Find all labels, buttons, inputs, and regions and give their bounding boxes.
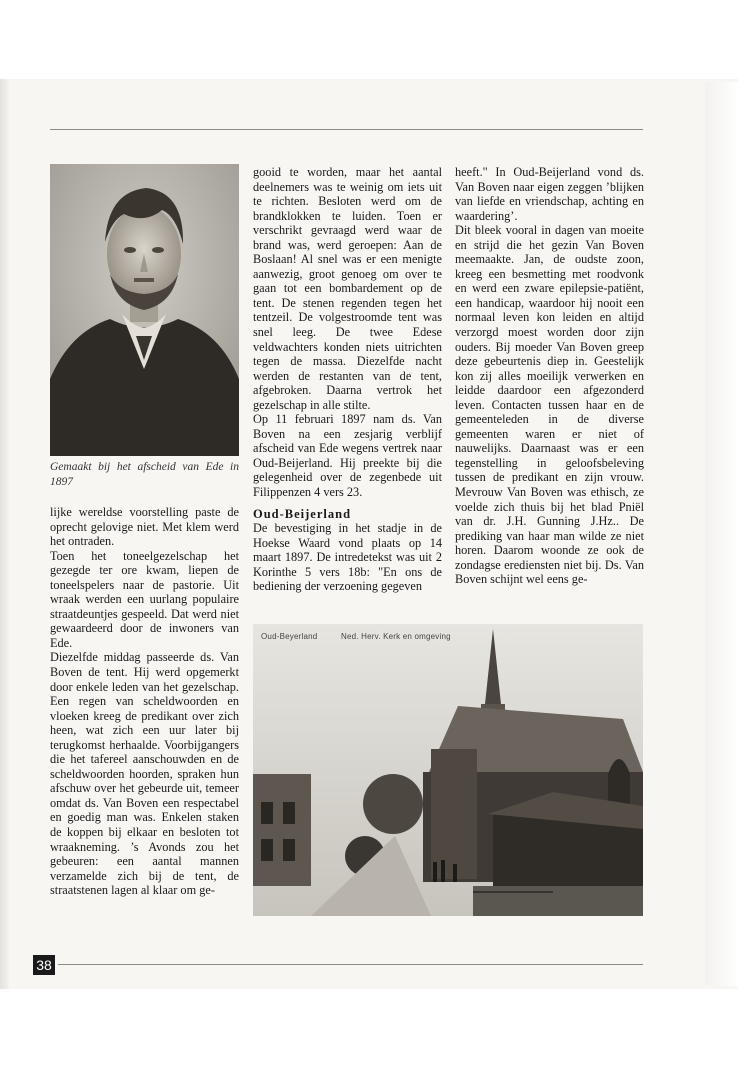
paragraph: Dit bleek vooral in dagen van moeite en strijd die het gezin Van Boven meemaakte. Jan, de oudste zoon, kreeg een besmetting met roodvonk en werd een zware epilepsie-patiënt, een handicap, waardoor hij nooit een normaal leven kon leiden en altijd verzorgd moest worden door zijn ouders. Bij moeder Van Boven greep deze gebeurtenis diep in. Geestelijk kon zij alles moeilijk verwerken en leidde daardoor een afgezonderd leven. Contacten tussen haar en de gemeenteleden in de diverse gemeenten waren er niet of nauwelijks. Daarnaast was er een tegenstelling in geloofsbeleving tussen de predikant en zijn vrouw. Mevrouw Van Boven was ethisch, ze voelde zich thuis bij het blad Pniël van dr. J.H. Gunning J.Hz.. De prediking van haar man wilde ze niet horen. Daarom woonde ze ook de zondagse erediensten niet bij. Ds. Van Boven schijnt wel eens ge- <box>455 223 644 587</box>
portrait-image <box>50 164 239 456</box>
paragraph: heeft." In Oud-Beijerland vond ds. Van Boven naar eigen zeggen ’blijken van liefde en vriendschap, achting en waardering’. <box>455 165 644 223</box>
portrait-caption: Gemaakt bij het afscheid van Ede in 1897 <box>50 461 239 488</box>
portrait-photo <box>50 164 239 456</box>
photo-label-town: Oud-Beyerland <box>261 632 318 641</box>
church-photo <box>253 624 643 916</box>
church-image <box>253 624 643 916</box>
bottom-rule <box>58 964 643 965</box>
page-number: 38 <box>33 955 55 975</box>
page-edge <box>705 82 738 986</box>
photo-label-title: Ned. Herv. Kerk en omgeving <box>341 632 451 641</box>
text-column-1 <box>50 505 239 898</box>
top-rule <box>50 129 643 130</box>
paragraph: Toen het toneelgezelschap het gezegde ter ore kwam, liepen de toneelspelers naar de pastorie. Uit wraak werden een uurlang populaire straatdeuntjes gespeeld. Dat werd niet gewaardeerd door de inwoners van Ede. <box>50 548 239 650</box>
paragraph: gooid te worden, maar het aantal deelnemers was te weinig om iets uit te richten. Besloten werd om de brandklokken te luiden. Toen er verschrikt gevraagd werd waar de brand was, werd geroepen: Aan de Boslaan! Al snel was er een menigte aanwezig, groot genoeg om over te gaan tot een bombardement op de tent. De stenen regenden tegen het tentzeil. De volgestroomde tent was snel leeg. De twee Edese veldwachters konden niets uitrichten tegen de massa. Diezelfde nacht werden de restanten van de tent, afgebroken. Daarna vertrok het gezelschap in alle stilte. <box>253 165 442 412</box>
paragraph: De bevestiging in het stadje in de Hoekse Waard vond plaats op 14 maart 1897. De intredetekst was uit 2 Korinthe 5 vers 18b: "En ons de bediening der verzoening gegeven <box>253 521 442 594</box>
text-column-2 <box>253 165 442 594</box>
paragraph: Diezelfde middag passeerde ds. Van Boven de tent. Hij werd opgemerkt door enkele leden van het gezelschap. Een regen van scheldwoorden en vloeken kreeg de predikant over zich heen, wat zich een uur later bij terugkomst herhaalde. Voorbijgangers die het tafereel aanschouwden en de scheldwoorden hoorden, spraken hun afschuw over het gebeurde uit, temeer omdat ds. Van Boven een respectabel en goedig man was. Enkelen staken de koppen bij elkaar en besloten tot wraakneming. ’s Avonds zou het gebeuren: een aantal mannen verzamelde zich bij de tent, de straatstenen lagen al klaar om ge- <box>50 650 239 898</box>
paragraph: Op 11 februari 1897 nam ds. Van Boven na een zesjarig verblijf afscheid van Ede wegens vertrek naar Oud-Beijerland. Hij preekte bij die gelegenheid over de zegenbede uit Filippenzen 4 vers 23. <box>253 412 442 500</box>
paragraph: lijke wereldse voorstelling paste de oprecht gelovige niet. Met klem werd het ontraden. <box>50 505 239 549</box>
page-spine-shadow <box>0 79 9 989</box>
text-column-3 <box>455 165 644 587</box>
section-heading: Oud-Beijerland <box>253 506 352 521</box>
